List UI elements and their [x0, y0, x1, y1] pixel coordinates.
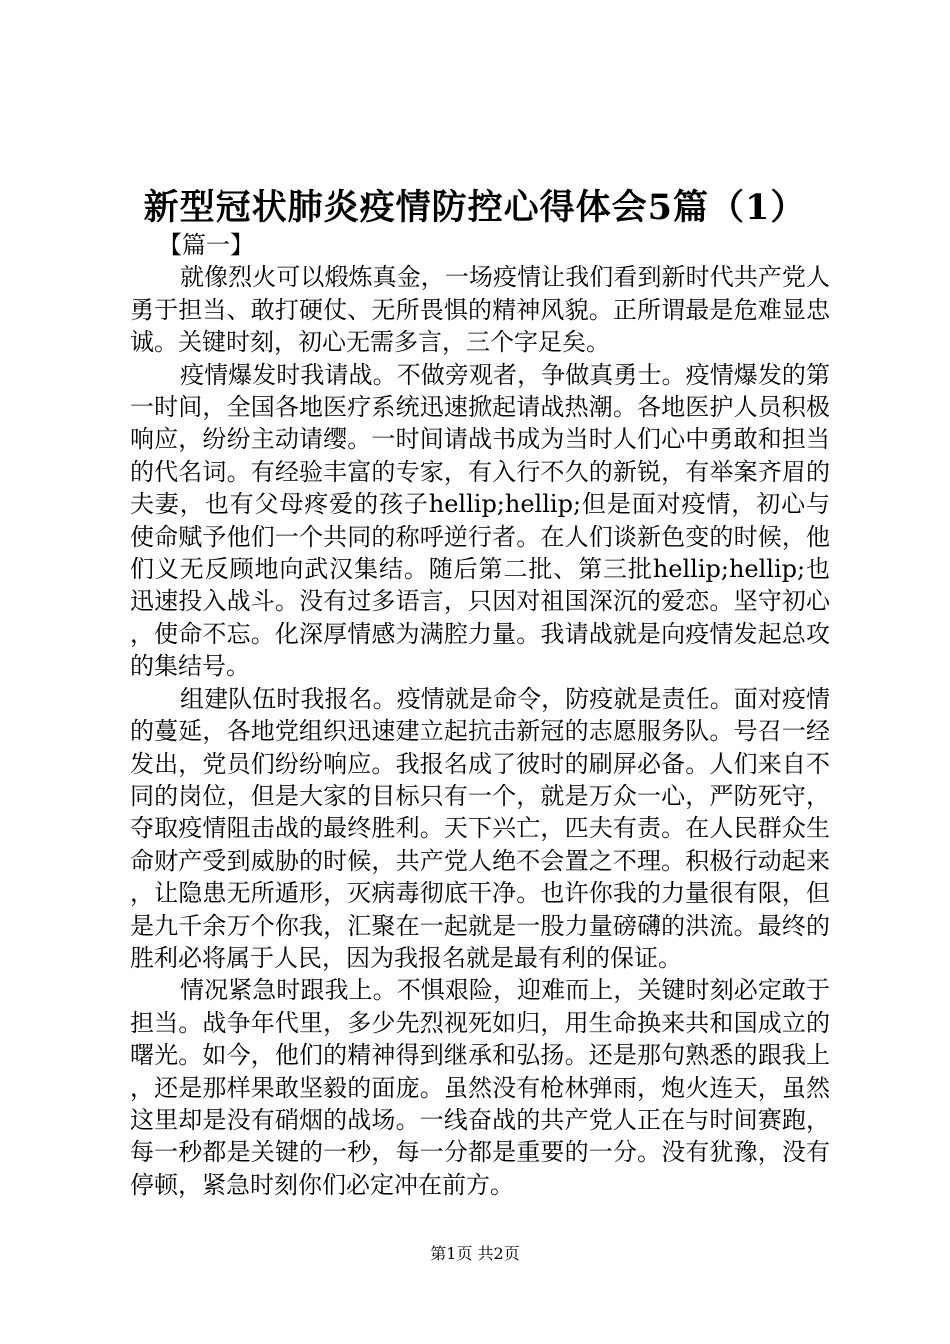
section-label: 【篇一】 [158, 231, 254, 259]
document-title: 新型冠状肺炎疫情防控心得体会5篇（1） [143, 187, 807, 228]
paragraph-1: 就像烈火可以煅炼真金，一场疫情让我们看到新时代共产党人勇于担当、敢打硬仗、无所畏惧的精神风貌。正所谓最是危难显忠诚。关键时刻，初心无需多言，三个字足矣。 [130, 263, 830, 357]
document-body [130, 229, 830, 1201]
paragraph-3: 组建队伍时我报名。疫情就是命令，防疫就是责任。面对疫情的蔓延，各地党组织迅速建立起抗击新冠的志愿服务队。号召一经发出，党员们纷纷响应。我报名成了彼时的刷屏必备。人们来自不同的岗位，但是大家的目标只有一个，就是万众一心，严防死守，夺取疫情阻击战的最终胜利。天下兴亡，匹夫有责。在人民群众生命财产受到威胁的时候，共产党人绝不会置之不理。积极行动起来，让隐患无所遁形，灭病毒彻底干净。也许你我的力量很有限，但是九千余万个你我，汇聚在一起就是一股力量磅礴的洪流。最终的胜利必将属于人民，因为我报名就是最有利的保证。 [130, 684, 830, 972]
paragraph-4: 情况紧急时跟我上。不惧艰险，迎难而上，关键时刻必定敢于担当。战争年代里，多少先烈视死如归，用生命换来共和国成立的曙光。如今，他们的精神得到继承和弘扬。还是那句熟悉的跟我上，还是那样果敢坚毅的面庞。虽然没有枪林弹雨，炮火连天，虽然这里却是没有硝烟的战场。一线奋战的共产党人正在与时间赛跑，每一秒都是关键的一秒，每一分都是重要的一分。没有犹豫，没有停顿，紧急时刻你们必定冲在前方。 [130, 976, 830, 1199]
page-footer: 第1页 共2页 [430, 1244, 520, 1263]
paragraph-2: 疫情爆发时我请战。不做旁观者，争做真勇士。疫情爆发的第一时间，全国各地医疗系统迅速掀起请战热潮。各地医护人员积极响应，纷纷主动请缨。一时间请战书成为当时人们心中勇敢和担当的代名词。有经验丰富的专家，有入行不久的新锐，有举案齐眉的夫妻，也有父母疼爱的孩子hellip;hellip;但是面对疫情，初心与使命赋予他们一个共同的称呼逆行者。在人们谈新色变的时候，他们义无反顾地向武汉集结。随后第二批、第三批hellip;hellip;也迅速投入战斗。没有过多语言，只因对祖国深沉的爱恋。坚守初心，使命不忘。化深厚情感为满腔力量。我请战就是向疫情发起总攻的集结号。 [130, 360, 830, 681]
